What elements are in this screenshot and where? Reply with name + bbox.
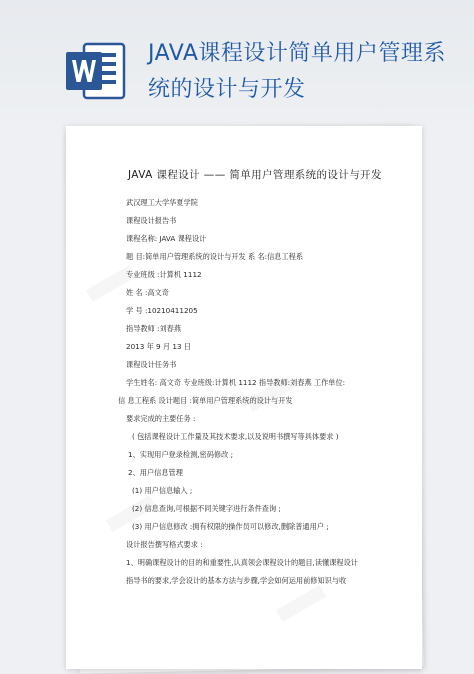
doc-line-dept-topic: 信 息工程系 设计题目 :简单用户管理系统的设计与开发: [118, 396, 293, 405]
doc-line-course-name: 课程名称: JAVA 课程设计: [126, 234, 207, 243]
document-page: [66, 126, 422, 669]
doc-line-student-info: 学生姓名: 高文奇 专业班级:计算机 1112 指导教师:刘春燕 工作单位:: [126, 378, 346, 387]
doc-line-report-book: 课程设计报告书: [126, 216, 177, 225]
doc-line-format-req: 设计报告撰写格式要求 :: [126, 540, 203, 549]
doc-line-subitem-2: (2) 信息查询,可根据不同关键字进行条件查询 ;: [132, 504, 281, 513]
doc-line-item-1: 1、实现用户登录检测,密码修改 ;: [128, 450, 234, 459]
doc-line-item-2: 2、用户信息管理: [128, 468, 183, 477]
doc-line-requirements: ( 包括课程设计工作量及其技术要求,以及说明书撰写等具体要求 ): [132, 432, 339, 441]
document-title: JAVA 课程设计 —— 简单用户管理系统的设计与开发: [128, 169, 382, 181]
doc-line-date: 2013 年 9 月 13 日: [126, 342, 191, 351]
doc-line-task-book: 课程设计任务书: [126, 360, 177, 369]
doc-line-main-tasks: 要求完成的主要任务 :: [126, 414, 196, 423]
doc-line-school: 武汉理工大学华夏学院: [126, 198, 198, 207]
word-document-icon: [62, 38, 128, 104]
doc-line-format-1: 1、明确课程设计的目的和重要性,认真领会课程设计的题目,读懂课程设计: [126, 558, 358, 567]
doc-line-format-1-cont: 指导书的要求,学会设计的基本方法与步骤,学会如何运用前修知识与收: [126, 576, 347, 585]
doc-line-subitem-3: (3) 用户信息修改 :拥有权限的操作员可以修改,删除普通用户 ;: [132, 522, 329, 531]
doc-line-advisor: 指导教师 :刘春燕: [126, 324, 182, 333]
doc-line-student-id: 学 号 :10210411205: [126, 306, 198, 315]
doc-line-subitem-1: (1) 用户信息输入 ;: [132, 486, 193, 495]
doc-line-class: 专业班级 :计算机 1112: [126, 270, 202, 279]
doc-line-topic: 题 目:简单用户管理系统的设计与开发 系 名:信息工程系: [126, 252, 304, 261]
doc-line-name: 姓 名 :高文奇: [126, 288, 169, 297]
page-title: JAVA课程设计简单用户管理系统的设计与开发: [148, 41, 446, 102]
